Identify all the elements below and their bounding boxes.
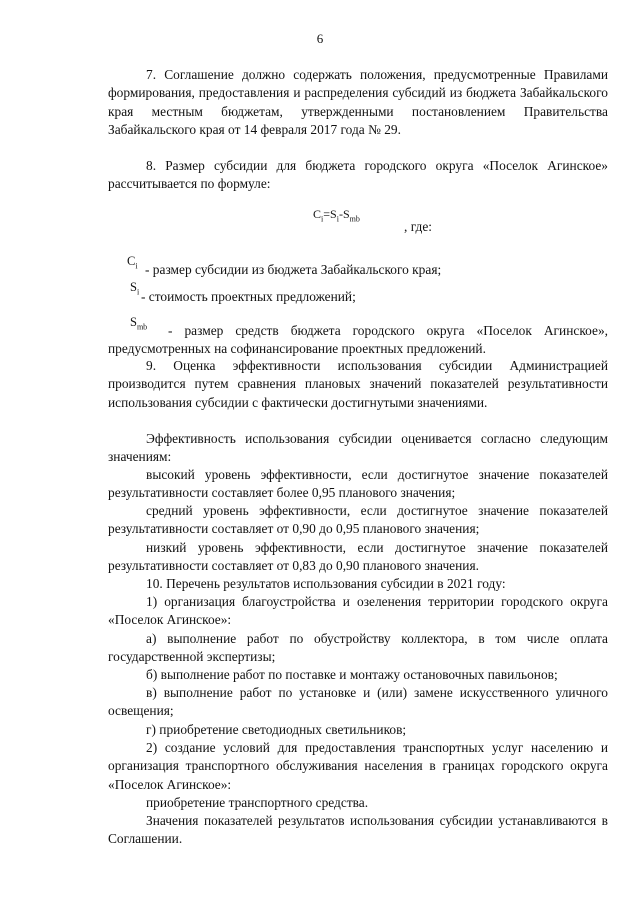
definition-ci: - размер субсидии из бюджета Забайкальского края;	[145, 262, 442, 277]
paragraph-10-item-2a: приобретение транспортного средства.	[146, 795, 369, 810]
paragraph-10-item-b: б) выполнение работ по поставке и монтажу остановочных павильонов;	[146, 667, 558, 682]
paragraph-high-level: высокий уровень эффективности, если достигнутое значение показателей результативности составляет более 0,95 планового значения;	[108, 467, 608, 501]
paragraph-9: 9. Оценка эффективности использования субсидии Администрацией производится путем сравнения плановых значений показателей результативности использования субсидии с фактически достигнутыми значениями.	[108, 358, 608, 410]
paragraph-7: 7. Соглашение должно содержать положения, предусмотренные Правилами формирования, предоставления и распределения субсидий из бюджета Забайкальского края местным бюджетам, утвержденными постановлением Правительства Забайкальского края от 14 февраля 2017 года № 29.	[108, 67, 608, 137]
symbol-ci: $C_i$	[127, 254, 138, 271]
symbol-si: $S_i$	[130, 280, 140, 297]
paragraph-low-level: низкий уровень эффективности, если достигнутое значение показателей результативности составляет от 0,83 до 0,90 планового значения.	[108, 540, 608, 574]
paragraph-10-item-1: 1) организация благоустройства и озеленения территории городского округа «Поселок Агинское»:	[108, 594, 608, 628]
subsidy-formula: $C_i=S_i-S_{mb}$	[313, 207, 360, 224]
definition-smb-line-1: - размер средств бюджета городского округа «Поселок Агинское»,	[168, 323, 608, 338]
page-number: 6	[316, 31, 324, 46]
paragraph-final: Значения показателей результатов использования субсидии устанавливаются в Соглашении.	[108, 813, 608, 847]
formula-where: , где:	[404, 219, 432, 234]
paragraph-10-item-g: г) приобретение светодиодных светильников;	[146, 722, 407, 737]
definition-si: - стоимость проектных предложений;	[141, 289, 356, 304]
paragraph-10-item-a: а) выполнение работ по обустройству коллектора, в том числе оплата государственной экспертизы;	[108, 631, 608, 665]
paragraph-efficiency: Эффективность использования субсидии оценивается согласно следующим значениям:	[108, 431, 608, 465]
paragraph-10: 10. Перечень результатов использования субсидии в 2021 году:	[146, 576, 506, 591]
paragraph-mid-level: средний уровень эффективности, если достигнутое значение показателей результативности составляет от 0,90 до 0,95 планового значения;	[108, 503, 608, 537]
definition-smb-line-2: предусмотренных на софинансирование проектных предложений.	[108, 341, 486, 356]
paragraph-10-item-2: 2) создание условий для предоставления транспортных услуг населению и организация транспортного обслуживания населения в границах городского округа «Поселок Агинское»:	[108, 740, 608, 792]
symbol-smb: $S_{mb}$	[130, 315, 148, 332]
paragraph-10-item-v: в) выполнение работ по установке и (или) замене искусственного уличного освещения;	[108, 685, 608, 719]
paragraph-8: 8. Размер субсидии для бюджета городского округа «Поселок Агинское» рассчитывается по формуле:	[108, 158, 608, 192]
